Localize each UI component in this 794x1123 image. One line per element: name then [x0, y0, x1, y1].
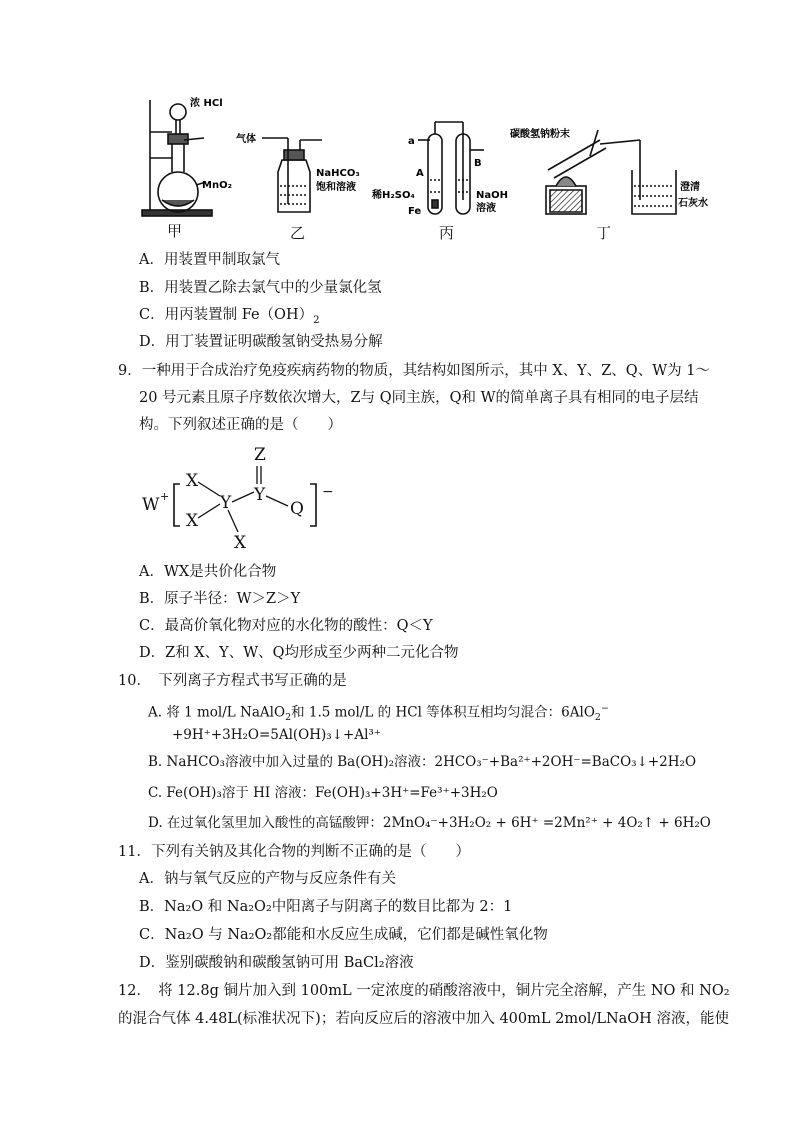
- q9-option-b: B．原子半径：W＞Z＞Y: [139, 591, 301, 607]
- struct-z: Z: [254, 445, 266, 465]
- q9-stem-line-3: 构。下列叙述正确的是（ ）: [139, 417, 342, 433]
- q10-stem: 10． 下列离子方程式书写正确的是: [118, 673, 347, 689]
- ding-lime-label-2: 石灰水: [678, 198, 708, 209]
- yi-sol-label-1: NaHCO₃: [316, 168, 360, 179]
- apparatus-jia: [142, 100, 212, 216]
- q11-option-a: A．钠与氧气反应的产物与反应条件有关: [139, 871, 396, 887]
- q9-structure-diagram: [138, 444, 358, 554]
- bing-h2so4-label: 稀H₂SO₄: [372, 190, 415, 201]
- ding-powder-label: 碳酸氢钠粉末: [510, 129, 570, 140]
- struct-w-plus: +: [160, 490, 170, 503]
- struct-y-right: Y: [254, 485, 266, 505]
- q11-option-b: B．Na₂O 和 Na₂O₂中阳离子与阴离子的数目比都为 2：1: [139, 899, 513, 915]
- q8-option-b: B．用装置乙除去氯气中的少量氯化氢: [139, 280, 382, 296]
- caption-bing: 丙: [439, 224, 455, 242]
- q10-option-b: B. NaHCO₃溶液中加入过量的 Ba(OH)₂溶液：2HCO₃⁻+Ba²⁺+2OH⁻=BaCO₃↓+2H₂O: [148, 754, 697, 770]
- apparatus-ding: [546, 130, 676, 214]
- struct-x-bottom: X: [234, 533, 247, 553]
- q9-stem-line-2: 20 号元素且原子序数依次增大，Z与 Q同主族，Q和 W的简单离子具有相同的电子层结: [139, 390, 699, 406]
- q10-option-d: D. 在过氧化氢里加入酸性的高锰酸钾：2MnO₄⁻+3H₂O₂ + 6H⁺ =2Mn²⁺ + 4O₂↑ + 6H₂O: [148, 815, 711, 831]
- q11-option-d: D．鉴别碳酸钠和碳酸氢钠可用 BaCl₂溶液: [139, 955, 414, 971]
- q9-option-a: A．WX是共价化合物: [139, 564, 277, 580]
- q10-option-c: C. Fe(OH)₃溶于 HI 溶液：Fe(OH)₃+3H⁺=Fe³⁺+3H₂O: [148, 785, 498, 801]
- bing-naoh-label-2: 溶液: [476, 203, 496, 214]
- struct-x-lower: X: [186, 511, 199, 531]
- ding-lime-label-1: 澄清: [680, 182, 700, 193]
- struct-charge: −: [322, 484, 334, 500]
- yi-sol-label-2: 饱和溶液: [316, 182, 356, 193]
- q10-option-a-line-2: +9H⁺+3H₂O=5Al(OH)₃↓+Al³⁺: [172, 727, 381, 743]
- jia-hcl-label: 浓 HCl: [190, 98, 223, 109]
- yi-gas-label: 气体: [236, 134, 256, 145]
- q8-option-d: D．用丁装置证明碳酸氢钠受热易分解: [139, 334, 383, 350]
- q9-stem-line-1: 9．一种用于合成治疗免疫疾病药物的物质，其结构如图所示，其中 X、Y、Z、Q、W为 1～: [118, 363, 710, 379]
- q10-option-a-line-1: A. 将 1 mol/L NaAlO$_2$和 1.5 mol/L 的 HCl 等体积互相均匀混合：6AlO$_2$−: [148, 703, 609, 724]
- caption-yi: 乙: [290, 224, 306, 242]
- caption-ding: 丁: [596, 224, 612, 242]
- struct-q: Q: [290, 499, 304, 519]
- jia-mno2-label: MnO₂: [202, 180, 232, 191]
- bing-fe-label: Fe: [408, 206, 422, 217]
- q9-option-c: C．最高价氧化物对应的水化物的酸性：Q＜Y: [139, 618, 433, 634]
- bing-a-label: A: [416, 168, 424, 179]
- q8-option-a: A．用装置甲制取氯气: [139, 252, 280, 268]
- apparatus-figure: [0, 0, 794, 245]
- q8-option-c: C．用丙装置制 $Fe(OH)_2$: [139, 307, 320, 326]
- bing-b-label: B: [474, 158, 482, 169]
- q11-option-c: C．Na₂O 与 Na₂O₂都能和水反应生成碱，它们都是碱性氧化物: [139, 927, 548, 943]
- struct-y-left: Y: [220, 493, 232, 513]
- caption-jia: 甲: [167, 222, 183, 240]
- struct-x-upper: X: [186, 471, 199, 491]
- apparatus-yi: [262, 138, 322, 212]
- q12-stem-line-2: 的混合气体 4.48L(标准状况下)；若向反应后的溶液中加入 400mL 2mol/LNaOH 溶液，能使: [118, 1011, 729, 1027]
- q9-option-d: D．Z和 X、Y、W、Q均形成至少两种二元化合物: [139, 645, 459, 661]
- q11-stem: 11．下列有关钠及其化合物的判断不正确的是（ ）: [118, 844, 470, 860]
- struct-w: W: [142, 495, 160, 515]
- bing-a-top-label: a: [408, 136, 415, 147]
- bing-naoh-label-1: NaOH: [476, 190, 508, 201]
- q12-stem-line-1: 12． 将 12.8g 铜片加入到 100mL 一定浓度的硝酸溶液中，铜片完全溶解，产生 NO 和 NO₂: [118, 983, 730, 999]
